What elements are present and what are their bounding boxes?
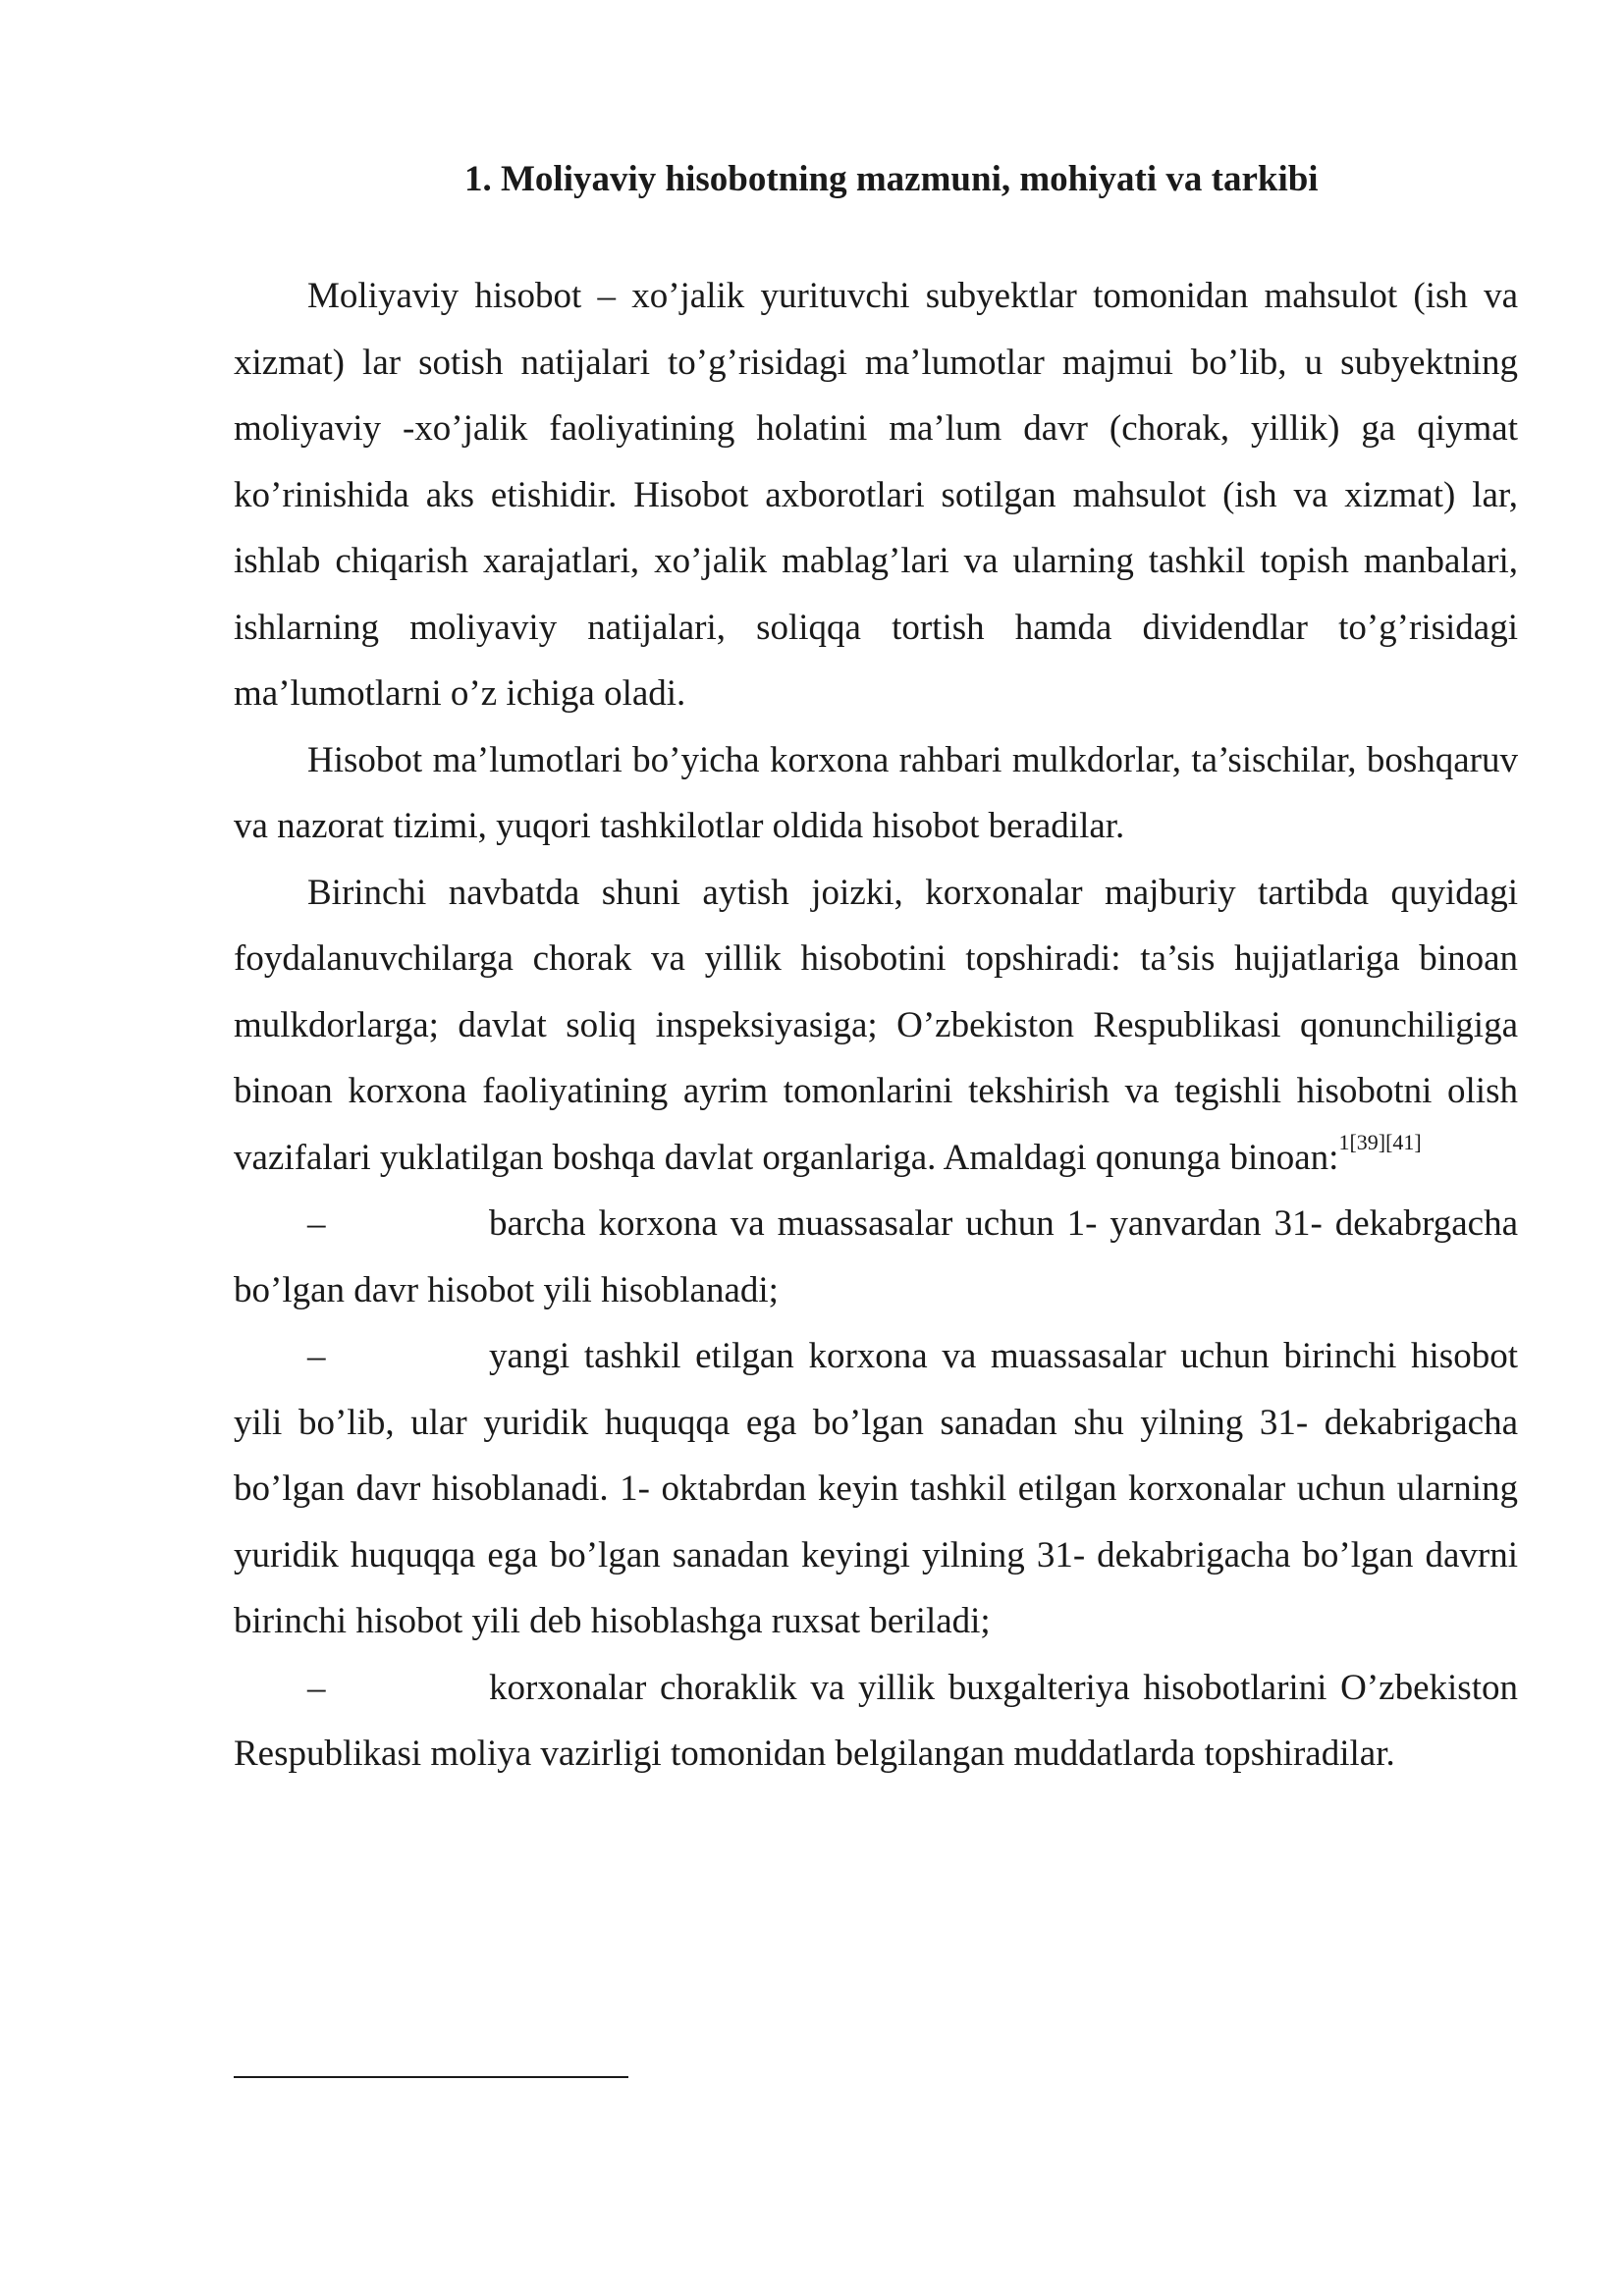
- bullet-dash: –: [307, 1336, 326, 1376]
- section-title: 1. Moliyaviy hisobotning mazmuni, mohiyati va tarkibi: [464, 159, 1319, 199]
- list-item: [234, 1191, 1518, 1323]
- list-item: [234, 1323, 1518, 1655]
- footnote-reference: 1[39][41]: [1338, 1129, 1422, 1154]
- document-body: [234, 147, 1518, 1788]
- list-item: [234, 1655, 1518, 1788]
- list-item-text: barcha korxona va muassasalar uchun 1- yanvardan 31- dekabrgacha bo’lgan davr hisobot yili hisoblanadi;: [234, 1203, 1518, 1310]
- paragraph-users: [234, 860, 1518, 1192]
- paragraph-definition: Moliyaviy hisobot – xo’jalik yurituvchi subyektlar tomonidan mahsulot (ish va xizmat) lar sotish natijalari to’g’risidagi ma’lumotlar majmui bo’lib, u subyektning moliyaviy -xo’jalik faoliyatining holatini ma’lum davr (chorak, yillik) ga qiymat ko’rinishida aks etishidir. Hisobot axborotlari sotilgan mahsulot (ish va xizmat) lar, ishlab chiqarish xarajatlari, xo’jalik mablag’lari va ularning tashkil topish manbalari, ishlarning moliyaviy natijalari, soliqqa tortish hamda dividendlar to’g’risidagi ma’lumotlarni o’z ichiga oladi.: [234, 276, 1518, 714]
- bullet-dash: –: [307, 1203, 326, 1244]
- bullet-dash: –: [307, 1667, 326, 1708]
- paragraph-reporting: Hisobot ma’lumotlari bo’yicha korxona rahbari mulkdorlar, ta’sischilar, boshqaruv va nazorat tizimi, yuqori tashkilotlar oldida hisobot beradilar.: [234, 739, 1518, 846]
- list-item-text: yangi tashkil etilgan korxona va muassasalar uchun birinchi hisobot yili bo’lib, ular yuridik huquqqa ega bo’lgan sanadan shu yilning 31- dekabrigacha bo’lgan davr hisoblanadi. 1- oktabrdan keyin tashkil etilgan korxonalar uchun ularning yuridik huquqqa ega bo’lgan sanadan keyingi yilning 31- dekabrigacha bo’lgan davrni birinchi hisobot yili deb hisoblashga ruxsat beriladi;: [234, 1336, 1518, 1641]
- paragraph-users-text: Birinchi navbatda shuni aytish joizki, korxonalar majburiy tartibda quyidagi foydalanuvchilarga chorak va yillik hisobotini topshiradi: ta’sis hujjatlariga binoan mulkdorlarga; davlat soliq inspeksiyasiga; O’zbekiston Respublikasi qonunchiligiga binoan korxona faoliyatining ayrim tomonlarini tekshirish va tegishli hisobotni olish vazifalari yuklatilgan boshqa davlat organlariga. Amaldagi qonunga binoan:: [234, 872, 1518, 1178]
- footnote-separator: [234, 2076, 628, 2078]
- list-item-text: korxonalar choraklik va yillik buxgalteriya hisobotlarini O’zbekiston Respublikasi moliya vazirligi tomonidan belgilangan muddatlarda topshiradilar.: [234, 1667, 1518, 1774]
